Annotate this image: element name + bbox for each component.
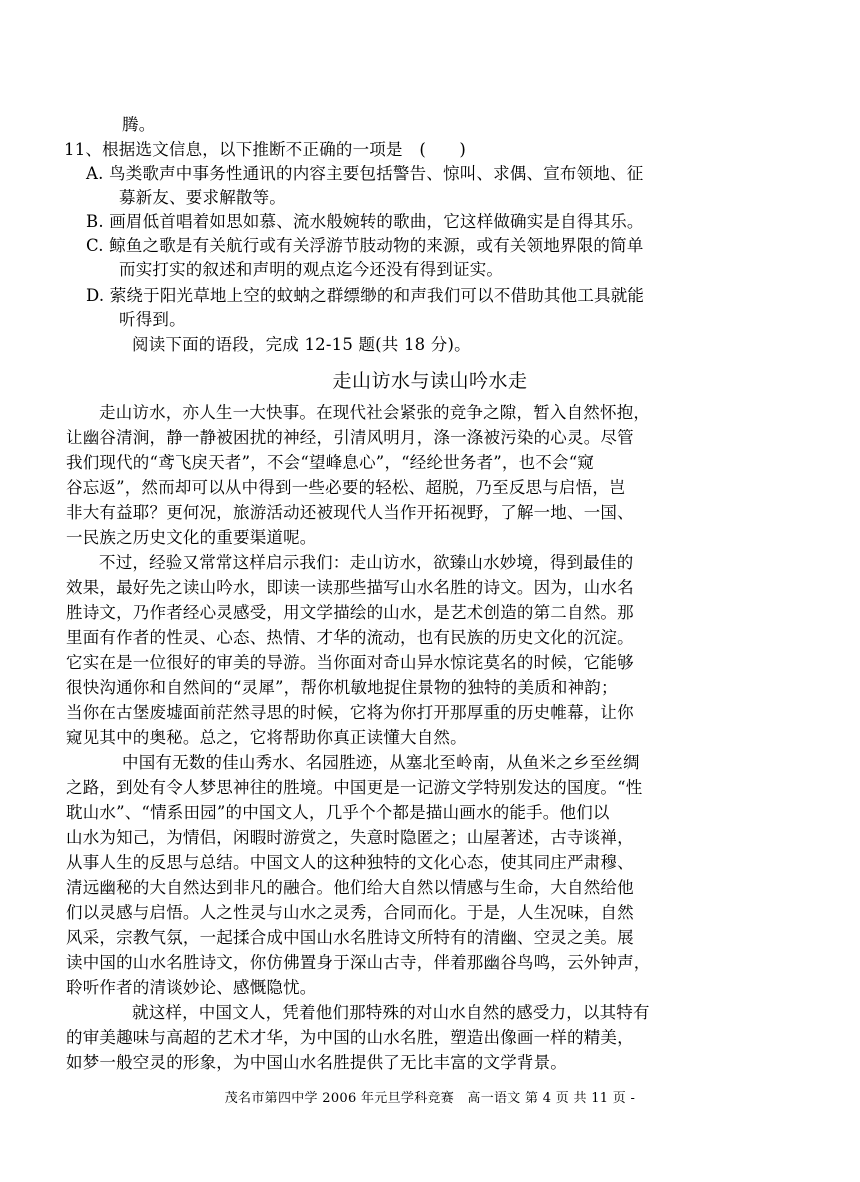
p4-line: 就这样，中国文人，凭着他们那特殊的对山水自然的感受力，以其特有 [132, 1003, 650, 1022]
q10-tail-text: 腾。 [122, 115, 156, 134]
p2-line: 效果，最好先之读山吟水，即读一读那些描写山水名胜的诗文。因为，山水名 [66, 578, 634, 597]
p1-line: 走山访水，亦人生一大快事。在现代社会紧张的竞争之隙，暂入自然怀抱， [99, 403, 651, 422]
q11-option-a-line1: A. 鸟类歌声中事务性通讯的内容主要包括警告、惊叫、求偶、宣布领地、征 [86, 164, 644, 183]
p1-line: 非大有益耶？更何况，旅游活动还被现代人当作开拓视野，了解一地、一国、 [66, 503, 634, 522]
q11-option-a-line2: 募新友、要求解散等。 [119, 188, 286, 207]
p3-line: 聆听作者的清谈妙论、感慨隐忧。 [66, 978, 317, 997]
p2-line: 胜诗文，乃作者经心灵感受，用文学描绘的山水，是艺术创造的第二自然。那 [66, 603, 634, 622]
p2-line: 窥见其中的奥秘。总之，它将帮助你真正读懂大自然。 [66, 728, 467, 747]
p1-line: 谷忘返”，然而却可以从中得到一些必要的轻松、超脱，乃至反思与启悟，岂 [66, 478, 626, 497]
p2-line: 它实在是一位很好的审美的导游。当你面对奇山异水惊诧莫名的时候，它能够 [66, 653, 634, 672]
q11-option-d-line1: D. 萦绕于阳光草地上空的蚊蚋之群缥缈的和声我们可以不借助其他工具就能 [86, 286, 645, 305]
reading-instruction: 阅读下面的语段，完成 12-15 题(共 18 分)。 [132, 335, 471, 354]
p3-line: 耽山水”、“情系田园”的中国文人，几乎个个都是描山画水的能手。他们以 [66, 803, 610, 822]
p3-line: 们以灵感与启悟。人之性灵与山水之灵秀，合同而化。于是，人生况味，自然 [66, 903, 634, 922]
p3-line: 山水为知己，为情侣，闲暇时游赏之，失意时隐匿之；山屋著述，古寺谈禅， [66, 828, 634, 847]
p4-line: 的审美趣味与高超的艺术才华，为中国的山水名胜，塑造出像画一样的精美， [66, 1028, 634, 1047]
p1-line: 让幽谷清涧，静一静被困扰的神经，引清风明月，涤一涤被污染的心灵。尽管 [66, 428, 634, 447]
p3-line: 清远幽秘的大自然达到非凡的融合。他们给大自然以情感与生命，大自然给他 [66, 878, 634, 897]
p3-line: 风采，宗教气氛，一起揉合成中国山水名胜诗文所特有的清幽、空灵之美。展 [66, 928, 634, 947]
p2-line: 里面有作者的性灵、心态、热情、才华的流动，也有民族的历史文化的沉淀。 [66, 628, 634, 647]
p2-line: 不过，经验又常常这样启示我们：走山访水，欲臻山水妙境，得到最佳的 [99, 553, 634, 572]
q11-option-c-line1: C. 鲸鱼之歌是有关航行或有关浮游节肢动物的来源，或有关领地界限的简单 [86, 236, 644, 255]
p2-line: 很快沟通你和自然间的“灵犀”，帮你机敏地捉住景物的独特的美质和神韵； [66, 678, 618, 697]
p3-line: 从事人生的反思与总结。中国文人的这种独特的文化心态，使其同庄严肃穆、 [66, 853, 634, 872]
p3-line: 中国有无数的佳山秀水、名园胜迹，从塞北至岭南，从鱼米之乡至丝绸 [122, 753, 640, 772]
p3-line: 读中国的山水名胜诗文，你仿佛置身于深山古寺，伴着那幽谷鸟鸣，云外钟声， [66, 953, 651, 972]
p1-line: 我们现代的“鸢飞戾天者”，不会“望峰息心”，“经纶世务者”，也不会“窥 [66, 453, 595, 472]
page-footer: 茂名市第四中学 2006 年元旦学科竞赛 高一语文 第 4 页 共 11 页 - [224, 1091, 636, 1106]
p1-line: 一民族之历史文化的重要渠道呢。 [66, 528, 317, 547]
q11-stem: 11、根据选文信息，以下推断不正确的一项是 ( ) [64, 140, 467, 159]
q11-option-c-line2: 而实打实的叙述和声明的观点迄今还没有得到证实。 [119, 260, 504, 279]
p3-line: 之路，到处有令人梦思神往的胜境。中国更是一记游文学特别发达的国度。“性 [66, 778, 643, 797]
q11-option-d-line2: 听得到。 [119, 310, 186, 329]
q11-option-b: B. 画眉低首唱着如思如慕、流水般婉转的歌曲，它这样做确实是自得其乐。 [86, 212, 644, 231]
p4-line: 如梦一般空灵的形象，为中国山水名胜提供了无比丰富的文学背景。 [66, 1053, 567, 1072]
p2-line: 当你在古堡废墟面前茫然寻思的时候，它将为你打开那厚重的历史帷幕，让你 [66, 703, 634, 722]
passage-title: 走山访水与读山吟水走 [332, 370, 528, 392]
